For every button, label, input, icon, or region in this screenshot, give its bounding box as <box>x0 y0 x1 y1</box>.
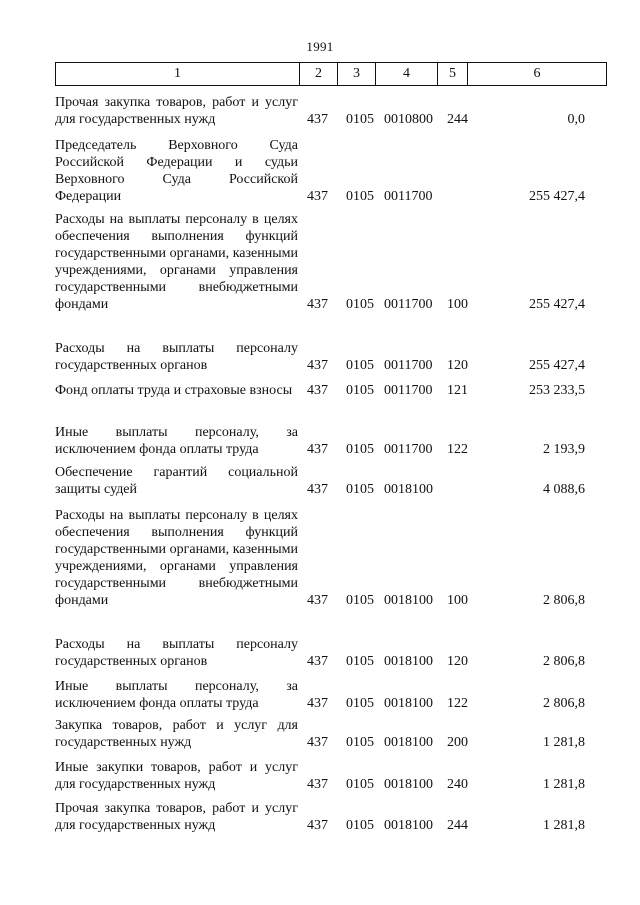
row-c5-value: 240 <box>447 777 468 792</box>
row-c2-value: 437 <box>307 696 328 711</box>
row-c2-value: 437 <box>307 358 328 373</box>
row-c5-value: 120 <box>447 654 468 669</box>
row-c4-value: 0011700 <box>384 297 433 312</box>
row-c3-value: 0105 <box>346 383 374 398</box>
row-c2-value: 437 <box>307 482 328 497</box>
row-c6-value: 255 427,4 <box>529 358 585 373</box>
row-c6-value: 253 233,5 <box>529 383 585 398</box>
row-c3-value: 0105 <box>346 696 374 711</box>
row-name: Иные выплаты персоналу, за исключением фонда оплаты труда <box>55 425 298 457</box>
row-c4-value: 0010800 <box>384 112 433 127</box>
row-c3-value: 0105 <box>346 593 374 608</box>
row-name: Прочая закупка товаров, работ и услуг для государственных нужд <box>55 95 298 127</box>
row-c6-value: 0,0 <box>567 112 585 127</box>
row-c2-value: 437 <box>307 112 328 127</box>
header-col-4: 4 <box>375 63 437 85</box>
row-c2-value: 437 <box>307 593 328 608</box>
header-col-2: 2 <box>299 63 337 85</box>
row-c3-value: 0105 <box>346 482 374 497</box>
row-name: Прочая закупка товаров, работ и услуг для государственных нужд <box>55 801 298 833</box>
row-c5-value: 200 <box>447 735 468 750</box>
row-name: Закупка товаров, работ и услуг для государственных нужд <box>55 718 298 750</box>
row-c6-value: 255 427,4 <box>529 297 585 312</box>
row-c3-value: 0105 <box>346 112 374 127</box>
row-c2-value: 437 <box>307 442 328 457</box>
row-c6-value: 2 806,8 <box>543 593 585 608</box>
row-name: Председатель Верховного Суда Российской Федерации и судьи Верховного Суда Российской Федерации <box>55 138 298 204</box>
row-c4-value: 0018100 <box>384 696 433 711</box>
row-c5-value: 100 <box>447 297 468 312</box>
page-number: 1991 <box>306 39 334 54</box>
row-c5-value: 122 <box>447 696 468 711</box>
row-c2-value: 437 <box>307 777 328 792</box>
row-c6-value: 4 088,6 <box>543 482 585 497</box>
header-col-3: 3 <box>337 63 375 85</box>
row-name: Иные выплаты персоналу, за исключением фонда оплаты труда <box>55 679 298 711</box>
header-col-1: 1 <box>174 66 181 81</box>
row-c2-value: 437 <box>307 297 328 312</box>
row-c6-value: 1 281,8 <box>543 777 585 792</box>
row-c4-value: 0018100 <box>384 777 433 792</box>
row-c4-value: 0011700 <box>384 189 433 204</box>
row-c2-value: 437 <box>307 735 328 750</box>
row-c4-value: 0018100 <box>384 593 433 608</box>
header-col-6: 6 <box>467 63 606 85</box>
row-name: Иные закупки товаров, работ и услуг для государственных нужд <box>55 760 298 792</box>
row-c5-value: 244 <box>447 112 468 127</box>
row-name: Обеспечение гарантий социальной защиты судей <box>55 465 298 497</box>
row-c6-value: 255 427,4 <box>529 189 585 204</box>
row-c4-value: 0018100 <box>384 818 433 833</box>
row-c3-value: 0105 <box>346 818 374 833</box>
header-col-5: 5 <box>437 63 467 85</box>
row-c6-value: 2 806,8 <box>543 654 585 669</box>
row-name: Расходы на выплаты персоналу государственных органов <box>55 637 298 669</box>
row-c3-value: 0105 <box>346 654 374 669</box>
row-c5-value: 100 <box>447 593 468 608</box>
row-c3-value: 0105 <box>346 189 374 204</box>
table-header <box>55 62 607 86</box>
row-c5-value: 122 <box>447 442 468 457</box>
row-name: Расходы на выплаты персоналу в целях обеспечения выполнения функций государственными органами, казенными учреждениями, органами управления государственными внебюджетными фондами <box>55 508 298 608</box>
row-c6-value: 1 281,8 <box>543 735 585 750</box>
row-c5-value: 121 <box>447 383 468 398</box>
row-c2-value: 437 <box>307 654 328 669</box>
row-c4-value: 0018100 <box>384 482 433 497</box>
row-c2-value: 437 <box>307 189 328 204</box>
row-c5-value: 244 <box>447 818 468 833</box>
row-c6-value: 2 806,8 <box>543 696 585 711</box>
row-c4-value: 0011700 <box>384 383 433 398</box>
row-c3-value: 0105 <box>346 735 374 750</box>
row-c3-value: 0105 <box>346 777 374 792</box>
row-c5-value: 120 <box>447 358 468 373</box>
row-c4-value: 0011700 <box>384 358 433 373</box>
row-c6-value: 2 193,9 <box>543 442 585 457</box>
row-c3-value: 0105 <box>346 297 374 312</box>
row-c6-value: 1 281,8 <box>543 818 585 833</box>
row-c2-value: 437 <box>307 383 328 398</box>
row-name: Фонд оплаты труда и страховые взносы <box>55 383 293 398</box>
row-c4-value: 0011700 <box>384 442 433 457</box>
row-c2-value: 437 <box>307 818 328 833</box>
row-name: Расходы на выплаты персоналу в целях обеспечения выполнения функций государственными органами, казенными учреждениями, органами управления государственными внебюджетными фондами <box>55 212 298 312</box>
row-c3-value: 0105 <box>346 358 374 373</box>
row-c4-value: 0018100 <box>384 654 433 669</box>
row-c4-value: 0018100 <box>384 735 433 750</box>
row-c3-value: 0105 <box>346 442 374 457</box>
row-name: Расходы на выплаты персоналу государственных органов <box>55 341 298 373</box>
